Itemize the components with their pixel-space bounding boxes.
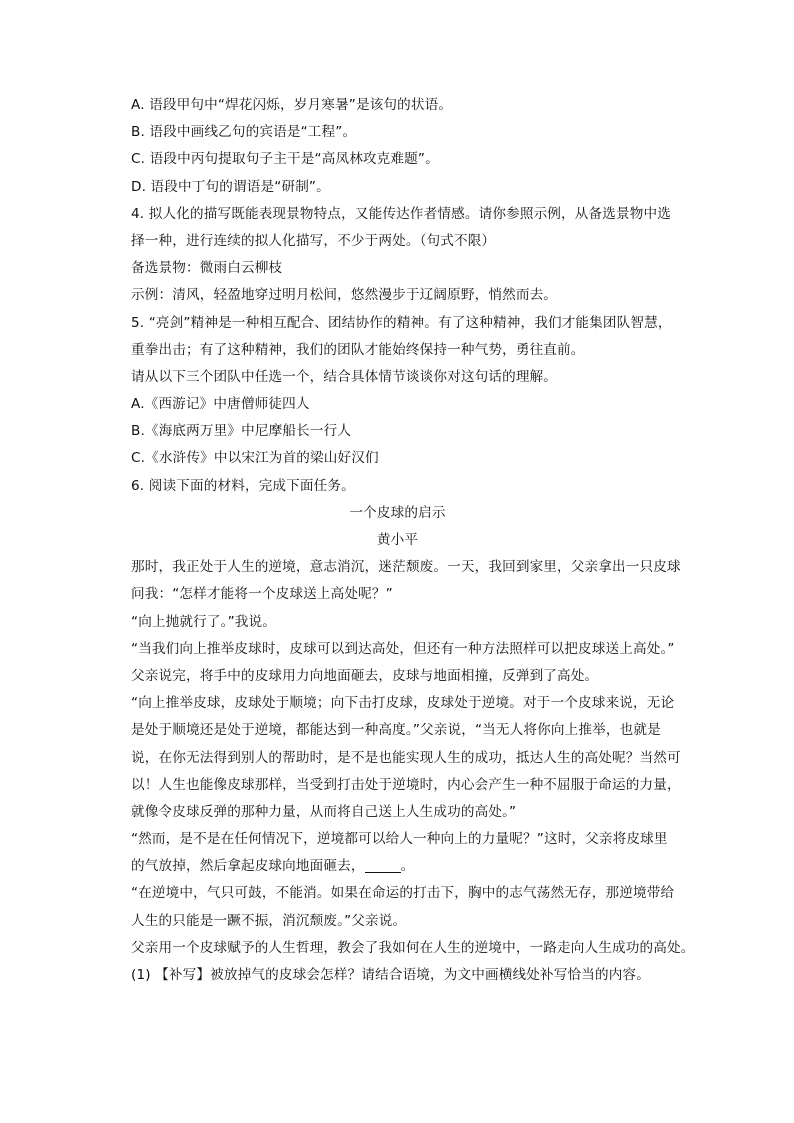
article-p4-line-1: “向上推举皮球，皮球处于顺境；向下击打皮球，皮球处于逆境。对于一个皮球来说，无论: [131, 695, 675, 712]
q5-option-c: C.《水浒传》中以宋江为首的梁山好汉们: [131, 450, 379, 467]
q3-option-a: A. 语段甲句中“焊花闪烁，岁月寒暑”是该句的状语。: [131, 97, 453, 113]
q4-line-2: 择一种，进行连续的拟人化描写，不少于两处。（句式不限）: [131, 232, 496, 249]
fill-in-blank[interactable]: [365, 858, 401, 873]
q5-option-a: A.《西游记》中唐僧师徒四人: [131, 396, 310, 413]
q5-line-3: 请从以下三个团队中任选一个，结合具体情节谈谈你对这句话的理解。: [131, 368, 558, 385]
article-p4-line-3: 说，在你无法得到别人的帮助时，是不是也能实现人生的成功，抵达人生的高处呢？当然可: [131, 749, 681, 766]
q4-example: 示例：清风，轻盈地穿过明月松间，悠然漫步于辽阔原野，悄然而去。: [131, 287, 558, 304]
q3-option-b: B. 语段中画线乙句的宾语是“工程”。: [131, 124, 357, 141]
q6-intro: 6. 阅读下面的材料，完成下面任务。: [131, 477, 355, 494]
task-1: (1) 【补写】被放掉气的皮球会怎样？请结合语境，为文中画横线处补写恰当的内容。: [131, 967, 650, 983]
article-p3-line-2: 父亲说完，将手中的皮球用力向地面砸去，皮球与地面相撞，反弹到了高处。: [131, 667, 599, 684]
q5-option-b: B.《海底两万里》中尼摩船长一行人: [131, 423, 352, 440]
article-p4-line-5: 就像令皮球反弹的那种力量，从而将自己送上人生成功的高处。”: [131, 803, 517, 820]
article-author: 黄小平: [376, 532, 419, 548]
article-p6-line-2: 人生的只能是一蹶不振，消沉颓废。”父亲说。: [131, 912, 407, 929]
article-p4-line-2: 是处于顺境还是处于逆境，都能达到一种高度。”父亲说，“当无人将你向上推举，也就是: [131, 722, 661, 739]
article-p5-line-2: [131, 853, 694, 880]
q5-line-2: 重拳出击；有了这种精神，我们的团队才能始终保持一种气势，勇往直前。: [131, 341, 585, 358]
article-p4-line-4: 以！人生也能像皮球那样，当受到打击处于逆境时，内心会产生一种不屈服于命运的力量，: [131, 776, 681, 793]
q4-line-1: 4. 拟人化的描写既能表现景物特点，又能传达作者情感。请你参照示例，从备选景物中选: [131, 205, 672, 222]
article-p7: 父亲用一个皮球赋予的人生哲理，教会了我如何在人生的逆境中，一路走向人生成功的高处。: [131, 939, 695, 956]
article-p5-line-2-text: 的气放掉，然后拿起皮球向地面砸去，: [131, 858, 365, 875]
article-p1-line-1: 那时，我正处于人生的逆境，意志消沉，迷茫颓废。一天，我回到家里，父亲拿出一只皮球: [131, 559, 681, 576]
article-p5-line-1: “然而，是不是在任何情况下，逆境都可以给人一种向上的力量呢？”这时，父亲将皮球里: [131, 831, 668, 848]
article-p5-line-2-end: 。: [400, 858, 415, 875]
q3-option-c: C. 语段中丙句提取句子主干是“高凤林攻克难题”。: [131, 151, 439, 168]
article-p6-line-1: “在逆境中，气只可鼓，不能消。如果在命运的打击下，胸中的志气荡然无存，那逆境带给: [131, 885, 675, 902]
article-p3-line-1: “当我们向上推举皮球时，皮球可以到达高处，但还有一种方法照样可以把皮球送上高处。”: [131, 640, 675, 657]
q4-candidates: 备选景物：微雨白云柳枝: [131, 260, 283, 277]
article-title: 一个皮球的启示: [349, 504, 446, 521]
article-p2: “向上抛就行了。”我说。: [131, 613, 277, 630]
q5-line-1: 5. “亮剑”精神是一种相互配合、团结协作的精神。有了这种精神，我们才能集团队智慧，: [131, 314, 672, 331]
article-p1-line-2: 问我：“怎样才能将一个皮球送上高处呢？”: [131, 586, 393, 603]
q3-option-d: D. 语段中丁句的谓语是“研制”。: [131, 178, 330, 195]
